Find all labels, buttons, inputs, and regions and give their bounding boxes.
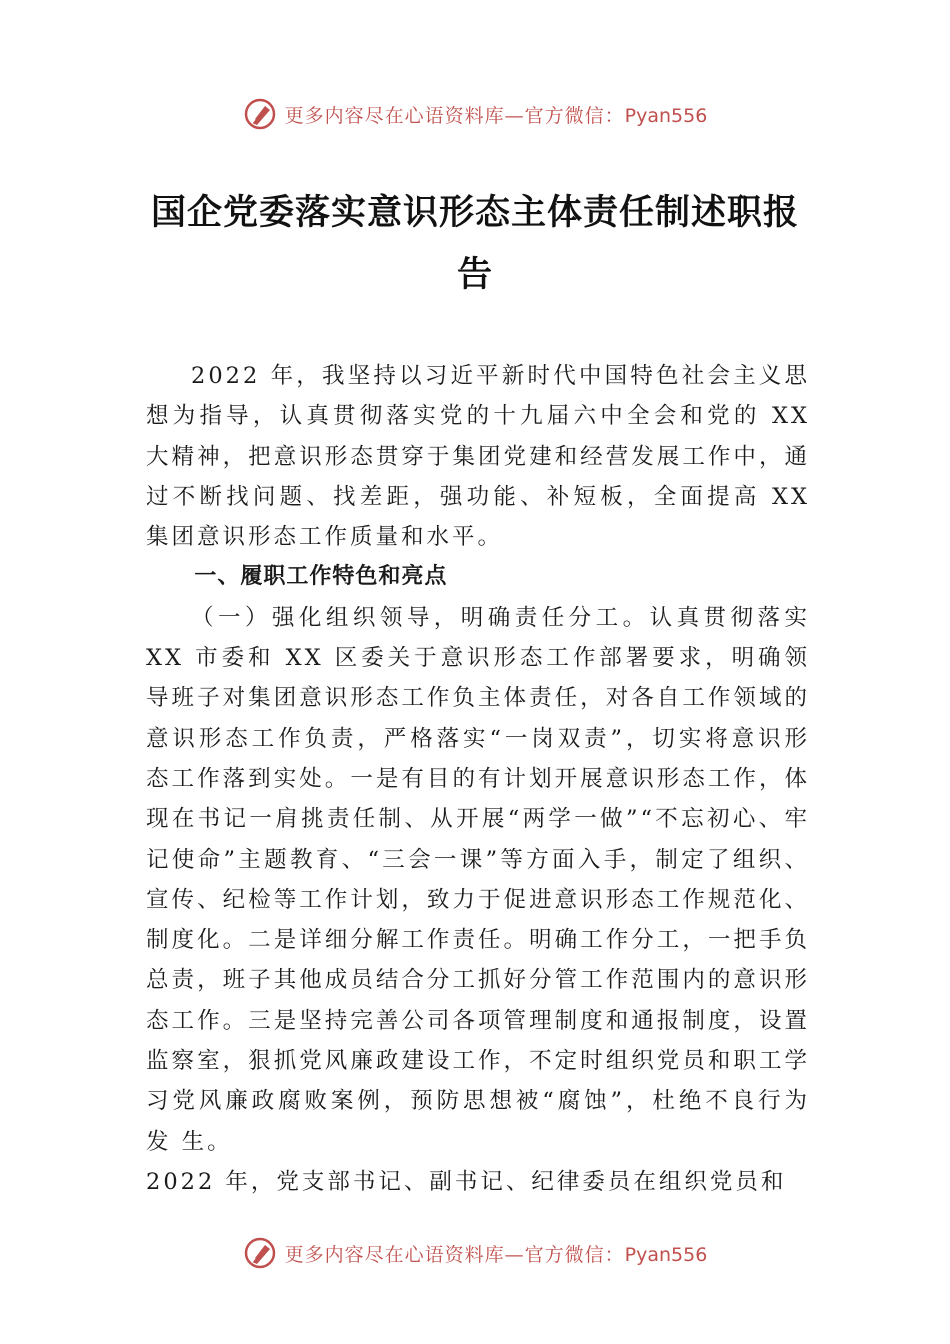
continuation-line: 2022 年，党支部书记、副书记、纪律委员在组织党员和 bbox=[146, 1168, 787, 1195]
banner-text bbox=[285, 1240, 708, 1267]
section-paragraph: （一）强化组织领导，明确责任分工。认真贯彻落实 XX 市委和 XX 区委关于意识形态工作部署要求，明确领导班子对集团意识形态工作负主体责任，对各自工作领域的意识形态工作负责，严格落实“一岗双责”，切实将意识形态工作落到实处。一是有目的有计划开展意识形态工作，体现在书记一肩挑责任制、从开展“两学一做”“不忘初心、牢记使命”主题教育、“三会一课”等方面入手，制定了组织、宣传、纪检等工作计划，致力于促进意识形态工作规范化、制度化。二是详细分解工作责任。明确工作分工，一把手负总责，班子其他成员结合分工抓好分管工作范围内的意识形态工作。三是坚持完善公司各项管理制度和通报制度，设置监察室，狠抓党风廉政建设工作，不定时组织党员和职工学习党风廉政腐败案例，预防思想被“腐蚀”，杜绝不良行为发 生。 bbox=[146, 604, 810, 1155]
document-title: 国企党委落实意识形态主体责任制述职报告 bbox=[150, 193, 799, 295]
header-banner bbox=[0, 94, 950, 134]
banner-text bbox=[285, 101, 708, 128]
document-body bbox=[146, 356, 810, 1202]
banner-wechat-id: Pyan556 bbox=[624, 1243, 708, 1266]
footer-banner bbox=[0, 1233, 950, 1273]
banner-label: 更多内容尽在心语资料库—官方微信： bbox=[284, 1243, 625, 1266]
pen-nib-circle-icon bbox=[243, 97, 277, 131]
banner-label: 更多内容尽在心语资料库—官方微信： bbox=[284, 104, 625, 127]
banner-wechat-id: Pyan556 bbox=[624, 104, 708, 127]
section-heading: 一、履职工作特色和亮点 bbox=[194, 564, 448, 590]
intro-paragraph: 2022 年，我坚持以习近平新时代中国特色社会主义思想为指导，认真贯彻落实党的十九届六中全会和党的 XX 大精神，把意识形态贯穿于集团党建和经营发展工作中，通过不断找问题、找差距，强功能、补短板，全面提高 XX 集团意识形态工作质量和水平。 bbox=[146, 363, 810, 551]
pen-nib-circle-icon bbox=[243, 1236, 277, 1270]
